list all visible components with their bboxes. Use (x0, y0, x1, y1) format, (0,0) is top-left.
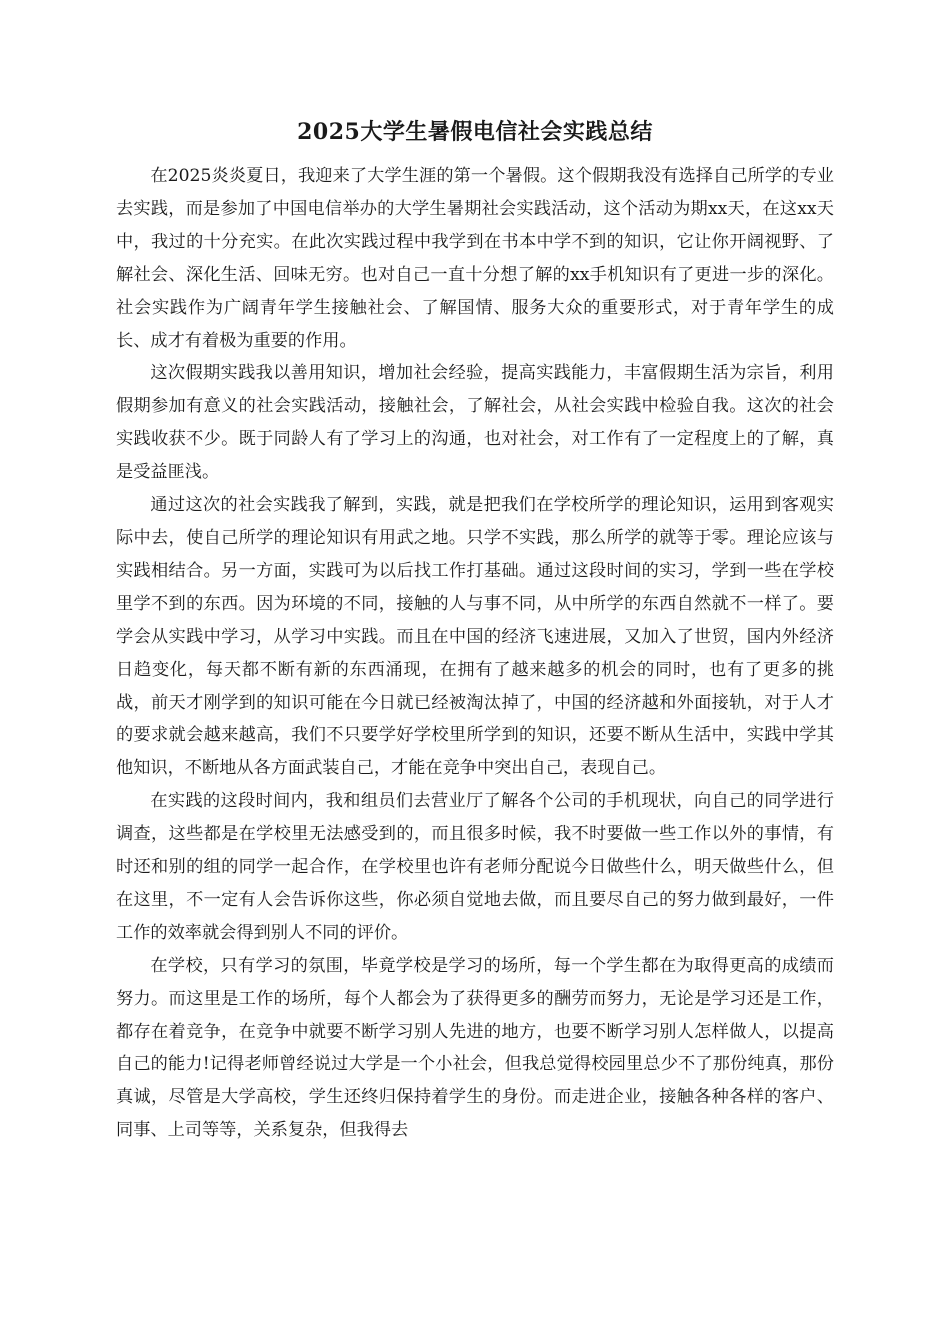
paragraph-2: 这次假期实践我以善用知识，增加社会经验，提高实践能力，丰富假期生活为宗旨，利用假期参加有意义的社会实践活动，接触社会，了解社会，从社会实践中检验自我。这次的社会实践收获不少。既于同龄人有了学习上的沟通，也对社会，对工作有了一定程度上的了解，真是受益匪浅。 (116, 363, 834, 483)
paragraph-5: 在学校，只有学习的氛围，毕竟学校是学习的场所，每一个学生都在为取得更高的成绩而努力。而这里是工作的场所，每个人都会为了获得更多的酬劳而努力，无论是学习还是工作，都存在着竞争，在竞争中就要不断学习别人先进的地方，也要不断学习别人怎样做人，以提高自己的能力!记得老师曾经说过大学是一个小社会，但我总觉得校园里总少不了那份纯真，那份真诚，尽管是大学高校，学生还终归保持着学生的身份。而走进企业，接触各种各样的客户、同事、上司等等，关系复杂，但我得去 (116, 955, 834, 1141)
paragraph-4: 在实践的这段时间内，我和组员们去营业厅了解各个公司的手机现状，向自己的同学进行调查，这些都是在学校里无法感受到的，而且很多时候，我不时要做一些工作以外的事情，有时还和别的组的同学一起合作，在学校里也许有老师分配说今日做些什么，明天做些什么，但在这里，不一定有人会告诉你这些，你必须自觉地去做，而且要尽自己的努力做到最好，一件工作的效率就会得到别人不同的评价。 (116, 791, 834, 943)
document-title: 2025大学生暑假电信社会实践总结 (297, 119, 653, 145)
document-body (116, 160, 834, 1147)
paragraph-3: 通过这次的社会实践我了解到，实践，就是把我们在学校所学的理论知识，运用到客观实际中去，使自己所学的理论知识有用武之地。只学不实践，那么所学的就等于零。理论应该与实践相结合。另一方面，实践可为以后找工作打基础。通过这段时间的实习，学到一些在学校里学不到的东西。因为环境的不同，接触的人与事不同，从中所学的东西自然就不一样了。要学会从实践中学习，从学习中实践。而且在中国的经济飞速进展，又加入了世贸，国内外经济日趋变化，每天都不断有新的东西涌现，在拥有了越来越多的机会的同时，也有了更多的挑战，前天才刚学到的知识可能在今日就已经被淘汰掉了，中国的经济越和外面接轨，对于人才的要求就会越来越高，我们不只要学好学校里所学到的知识，还要不断从生活中，实践中学其他知识，不断地从各方面武装自己，才能在竞争中突出自己，表现自己。 (116, 495, 834, 779)
paragraph-1: 在2025炎炎夏日，我迎来了大学生涯的第一个暑假。这个假期我没有选择自己所学的专业去实践，而是参加了中国电信举办的大学生暑期社会实践活动，这个活动为期xx天，在这xx天中，我过的十分充实。在此次实践过程中我学到在书本中学不到的知识，它让你开阔视野、了解社会、深化生活、回味无穷。也对自己一直十分想了解的xx手机知识有了更进一步的深化。社会实践作为广阔青年学生接触社会、了解国情、服务大众的重要形式，对于青年学生的成长、成才有着极为重要的作用。 (116, 166, 834, 351)
